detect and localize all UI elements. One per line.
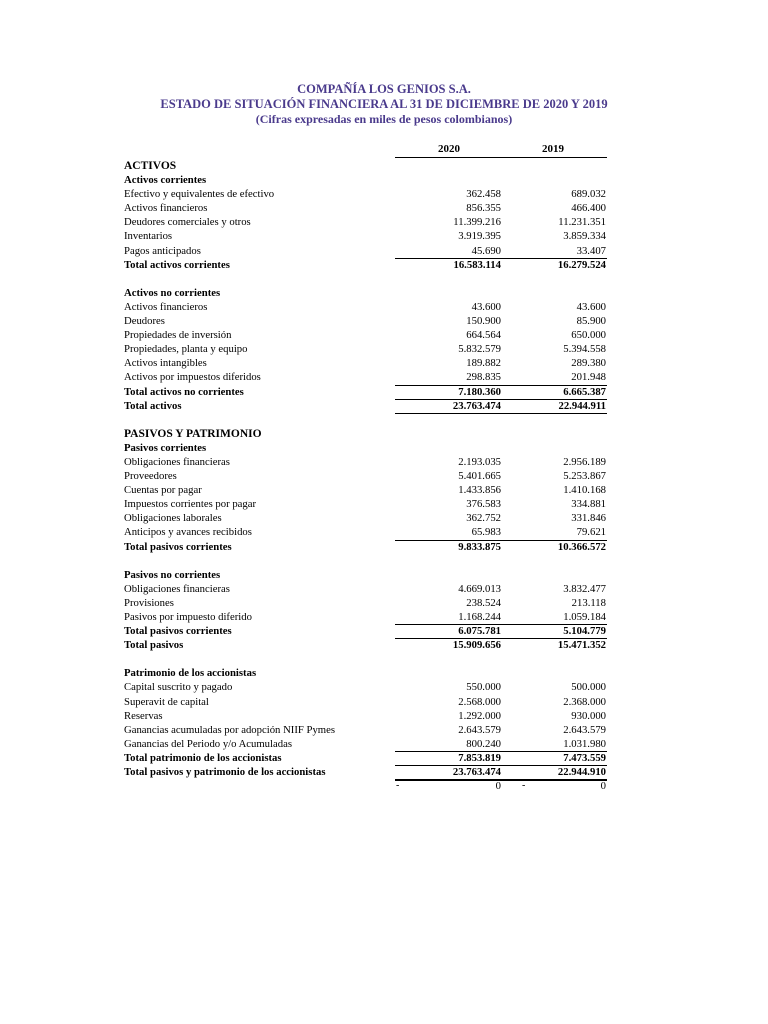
line-item-row — [0, 497, 768, 511]
value-2019: 689.032 — [571, 188, 606, 201]
dash-mark-2019: - — [522, 780, 526, 792]
value-2019: 213.118 — [571, 596, 606, 609]
row-label: Activos no corrientes — [124, 286, 221, 299]
value-2019: 5.394.558 — [563, 343, 606, 356]
total-rule-2019 — [500, 540, 607, 541]
row-label: Reservas — [124, 709, 163, 722]
value-2020: 189.882 — [466, 357, 501, 370]
line-item-row — [0, 582, 768, 596]
value-2019: 10.366.572 — [557, 540, 606, 553]
row-label: Cuentas por pagar — [124, 484, 202, 497]
value-2020: 4.669.013 — [458, 582, 501, 595]
value-2019: 334.881 — [571, 498, 606, 511]
row-label: Total pasivos corrientes — [124, 625, 232, 638]
value-2019: 201.948 — [571, 371, 606, 384]
line-item-row — [0, 525, 768, 539]
line-item-row — [0, 596, 768, 610]
line-item-row — [0, 229, 768, 243]
value-2019: 1.059.184 — [563, 611, 606, 623]
value-2020: 800.240 — [466, 737, 501, 750]
value-2020: 6.075.781 — [458, 625, 501, 638]
value-2019: 15.471.352 — [557, 639, 606, 652]
total-rule-2019 — [500, 385, 607, 386]
row-label: Pasivos por impuesto diferido — [124, 611, 252, 623]
total-rule-2020 — [395, 399, 502, 400]
line-item-row — [0, 723, 768, 737]
total-row — [0, 540, 768, 554]
line-item-row — [0, 709, 768, 723]
total-row — [0, 751, 768, 765]
total-row — [0, 765, 768, 779]
line-item-row — [0, 680, 768, 694]
value-2020: 550.000 — [466, 681, 501, 694]
column-header-2019: 2019 — [499, 143, 607, 158]
row-label: Pasivos corrientes — [124, 441, 207, 454]
value-2020: 238.524 — [466, 596, 501, 609]
value-2020: 362.458 — [466, 188, 501, 201]
value-2019: 500.000 — [571, 681, 606, 694]
value-2019: 16.279.524 — [557, 258, 606, 271]
section-heading-row — [0, 441, 768, 455]
row-label: Pasivos no corrientes — [124, 568, 221, 581]
section-heading-row — [0, 173, 768, 187]
value-2020: 2.193.035 — [458, 455, 501, 468]
value-2019: 0 — [600, 780, 606, 793]
value-2019: 650.000 — [571, 329, 606, 342]
row-label: Anticipos y avances recibidos — [124, 526, 252, 539]
row-label: Activos por impuestos diferidos — [124, 371, 261, 384]
total-row — [0, 638, 768, 652]
value-2019: 79.621 — [576, 526, 606, 539]
section-heading-row — [0, 286, 768, 300]
section-heading-row — [0, 159, 768, 173]
line-item-row — [0, 695, 768, 709]
value-2020: 856.355 — [466, 202, 501, 215]
line-item-row — [0, 215, 768, 229]
value-2019: 5.253.867 — [563, 470, 606, 483]
row-label: Total activos — [124, 399, 182, 412]
line-item-row — [0, 314, 768, 328]
check-rule-2019 — [500, 780, 607, 781]
row-label: Propiedades de inversión — [124, 329, 232, 342]
statement-body — [0, 159, 768, 793]
value-2020: 5.832.579 — [458, 343, 501, 356]
value-2019: 2.643.579 — [563, 723, 606, 736]
value-2020: 150.900 — [466, 315, 501, 328]
row-label: Deudores comerciales y otros — [124, 216, 251, 229]
value-2019: 2.368.000 — [563, 695, 606, 708]
row-label: Deudores — [124, 315, 165, 328]
line-item-row — [0, 187, 768, 201]
total-row — [0, 258, 768, 272]
value-2019: 1.031.980 — [563, 737, 606, 750]
value-2019: 2.956.189 — [563, 455, 606, 468]
total-rule-2019 — [500, 624, 607, 625]
row-label: Efectivo y equivalentes de efectivo — [124, 188, 275, 201]
value-2019: 33.407 — [576, 244, 606, 257]
line-item-row — [0, 201, 768, 215]
value-2019: 3.832.477 — [563, 582, 606, 595]
section-heading-row — [0, 568, 768, 582]
value-2020: 5.401.665 — [458, 470, 501, 483]
statement-title: ESTADO DE SITUACIÓN FINANCIERA AL 31 DE DICIEMBRE DE 2020 Y 2019 — [160, 97, 608, 111]
value-2020: 1.168.244 — [458, 611, 501, 623]
line-item-row — [0, 469, 768, 483]
line-item-row — [0, 328, 768, 342]
value-2020: 7.853.819 — [458, 751, 501, 764]
row-label: Obligaciones financieras — [124, 582, 230, 595]
line-item-row — [0, 342, 768, 356]
value-2020: 23.763.474 — [452, 399, 501, 412]
dash-mark-2020: - — [396, 780, 400, 792]
total-rule-2020 — [395, 624, 502, 625]
value-2019: 466.400 — [571, 202, 606, 215]
total-row — [0, 624, 768, 638]
total-rule-2020 — [395, 751, 502, 752]
row-label: Total pasivos corrientes — [124, 540, 232, 553]
line-item-row — [0, 610, 768, 624]
value-2020: 2.643.579 — [458, 723, 501, 736]
statement-header — [0, 82, 768, 127]
value-2020: 65.983 — [471, 526, 501, 539]
statement-subtitle: (Cifras expresadas en miles de pesos colombianos) — [255, 112, 513, 126]
row-label: Ganancias del Periodo y/o Acumuladas — [124, 737, 292, 750]
value-2019: 43.600 — [576, 300, 606, 313]
value-2019: 11.231.351 — [558, 216, 606, 229]
line-item-row — [0, 300, 768, 314]
value-2019: 22.944.911 — [558, 399, 606, 412]
line-item-row — [0, 370, 768, 384]
row-label: Activos financieros — [124, 300, 208, 313]
value-2019: 331.846 — [571, 512, 606, 525]
value-2020: 1.292.000 — [458, 709, 501, 722]
value-2020: 362.752 — [466, 512, 501, 525]
value-2019: 1.410.168 — [563, 484, 606, 497]
total-rule-2020 — [395, 765, 502, 766]
check-rule-2020 — [395, 780, 502, 781]
value-2019: 5.104.779 — [563, 625, 606, 638]
line-item-row — [0, 356, 768, 370]
total-rule-2020 — [395, 258, 502, 259]
total-rule-2019 — [500, 399, 607, 400]
row-label: Obligaciones financieras — [124, 455, 230, 468]
row-label: Total pasivos y patrimonio de los accionistas — [124, 766, 326, 779]
value-2020: 23.763.474 — [452, 766, 501, 779]
value-2020: 45.690 — [471, 244, 501, 257]
value-2019: 3.859.334 — [563, 230, 606, 243]
value-2019: 85.900 — [576, 315, 606, 328]
value-2020: 2.568.000 — [458, 695, 501, 708]
column-header-2020: 2020 — [395, 143, 503, 158]
total-rule-2020 — [395, 385, 502, 386]
spacer-row — [0, 652, 768, 666]
row-label: Proveedores — [124, 470, 177, 483]
value-2020: 1.433.856 — [458, 484, 501, 497]
spacer-row — [0, 554, 768, 568]
row-label: ACTIVOS — [124, 160, 177, 172]
row-label: Obligaciones laborales — [124, 512, 222, 525]
total-rule-2019 — [500, 638, 607, 639]
spacer-row — [0, 272, 768, 286]
line-item-row — [0, 244, 768, 258]
value-2019: 22.944.910 — [557, 766, 606, 779]
value-2020: 298.835 — [466, 371, 501, 384]
row-label: Total patrimonio de los accionistas — [124, 751, 282, 764]
row-label: PASIVOS Y PATRIMONIO — [124, 427, 262, 440]
row-label: Pagos anticipados — [124, 244, 201, 257]
total-rule-2019 — [500, 765, 607, 766]
row-label: Activos financieros — [124, 202, 208, 215]
value-2020: 3.919.395 — [458, 230, 501, 243]
row-label: Activos intangibles — [124, 357, 207, 370]
spacer-row — [0, 413, 768, 427]
row-label: Impuestos corrientes por pagar — [124, 498, 257, 511]
section-heading-row — [0, 427, 768, 441]
row-label: Propiedades, planta y equipo — [124, 343, 248, 356]
row-label: Total activos corrientes — [124, 258, 230, 271]
value-2020: 15.909.656 — [452, 639, 501, 652]
total-rule-2020 — [395, 638, 502, 639]
value-2020: 16.583.114 — [453, 258, 501, 271]
row-label: Total activos no corrientes — [124, 385, 244, 398]
value-2020: 664.564 — [466, 329, 501, 342]
section-heading-row — [0, 666, 768, 680]
line-item-row — [0, 483, 768, 497]
value-2020: 9.833.875 — [458, 540, 501, 553]
value-2020: 0 — [495, 780, 501, 793]
check-row — [0, 779, 768, 793]
row-label: Provisiones — [124, 596, 174, 609]
total-rule-2020 — [395, 540, 502, 541]
row-label: Patrimonio de los accionistas — [124, 667, 257, 680]
value-2019: 7.473.559 — [563, 751, 606, 764]
row-label: Inventarios — [124, 230, 173, 243]
total-rule-2019 — [500, 258, 607, 259]
company-name: COMPAÑÍA LOS GENIOS S.A. — [297, 82, 471, 96]
line-item-row — [0, 737, 768, 751]
line-item-row — [0, 511, 768, 525]
value-2020: 7.180.360 — [458, 385, 501, 398]
value-2020: 376.583 — [466, 498, 501, 511]
row-label: Ganancias acumuladas por adopción NIIF Pymes — [124, 723, 336, 736]
value-2019: 6.665.387 — [563, 385, 606, 398]
value-2019: 930.000 — [571, 709, 606, 722]
row-label: Superavit de capital — [124, 695, 209, 708]
total-row — [0, 385, 768, 399]
value-2020: 43.600 — [471, 300, 501, 313]
row-label: Capital suscrito y pagado — [124, 681, 233, 694]
total-row — [0, 399, 768, 413]
total-rule-2019 — [500, 751, 607, 752]
value-2020: 11.399.216 — [453, 216, 501, 229]
line-item-row — [0, 455, 768, 469]
row-label: Total pasivos — [124, 639, 184, 652]
row-label: Activos corrientes — [124, 174, 207, 187]
value-2019: 289.380 — [571, 357, 606, 370]
